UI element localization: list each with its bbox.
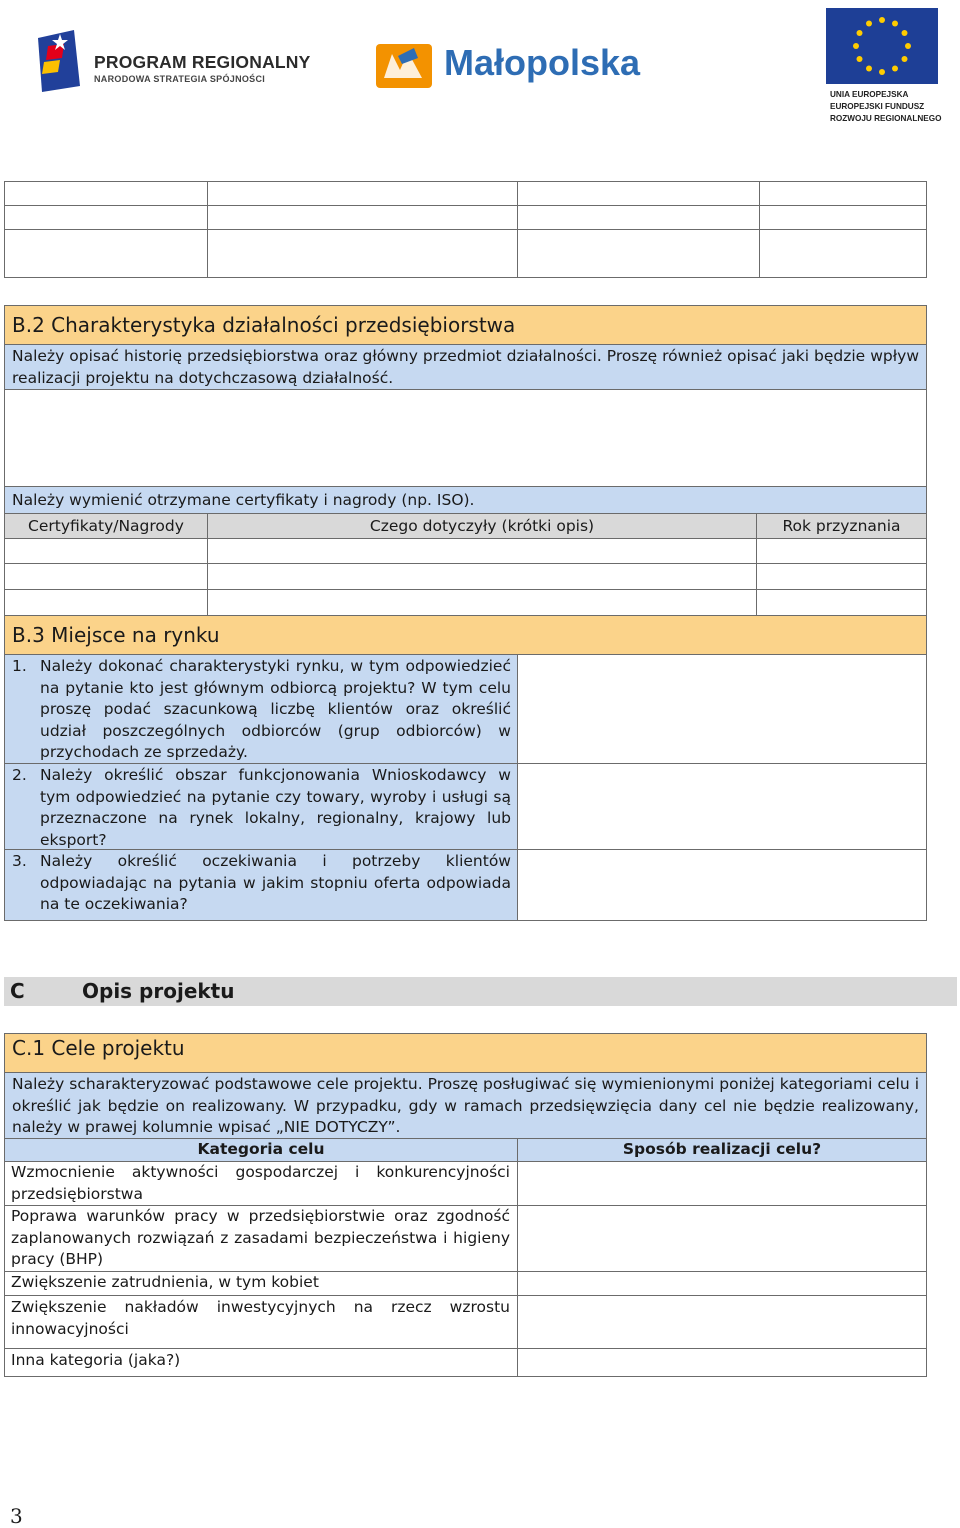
col-header-category: Kategoria celu bbox=[4, 1138, 518, 1162]
table-cell[interactable] bbox=[517, 229, 760, 278]
goal-row-2 bbox=[4, 1205, 518, 1272]
b2-certificates-instruction-box bbox=[4, 486, 927, 514]
table-cell[interactable] bbox=[4, 181, 208, 206]
malopolska-text: Małopolska bbox=[444, 42, 641, 83]
malopolska-emblem-icon bbox=[374, 38, 434, 90]
b2-title: B.2 Charakterystyka działalności przedsiębiorstwa bbox=[12, 313, 516, 337]
goal-category: Poprawa warunków pracy w przedsiębiorstwie oraz zgodność zaplanowanych rozwiązań z zasadami bezpieczeństwa i higieny pracy (BHP) bbox=[11, 1207, 510, 1268]
b3-item-3: 3. Należy określić oczekiwania i potrzeby klientów odpowiadając na pytania w jakim stopniu oferta odpowiada na te oczekiwania? bbox=[4, 849, 518, 921]
table-cell[interactable] bbox=[207, 563, 757, 590]
b2-instruction: Należy opisać historię przedsiębiorstwa oraz główny przedmiot działalności. Proszę również opisać jaki będzie wpływ realizacji projektu na dotychczasową działalność. bbox=[12, 347, 919, 387]
table-cell[interactable] bbox=[759, 229, 927, 278]
b3-answer-2[interactable] bbox=[517, 763, 927, 850]
c1-header bbox=[4, 1033, 927, 1073]
goal-method-4[interactable] bbox=[517, 1295, 927, 1349]
goal-row-1 bbox=[4, 1161, 518, 1206]
table-cell[interactable] bbox=[207, 229, 518, 278]
col-header-year: Rok przyznania bbox=[756, 513, 927, 539]
b2-answer-field[interactable] bbox=[4, 389, 927, 487]
eu-text-line2: EUROPEJSKI FUNDUSZ bbox=[830, 102, 925, 111]
b3-answer-3[interactable] bbox=[517, 849, 927, 921]
c1-instruction: Należy scharakteryzować podstawowe cele projektu. Proszę posługiwać się wymienionymi poniżej kategoriami celu i określić jak będzie on realizowany. W przypadku, gdy w ramach przedsięwzięcia dany cel nie będzie realizowany, należy w prawej kolumnie wpisać „NIE DOTYCZY”. bbox=[12, 1075, 919, 1136]
table-cell[interactable] bbox=[207, 589, 757, 616]
c-section-title: Opis projektu bbox=[82, 979, 235, 1003]
table-cell[interactable] bbox=[517, 205, 760, 230]
table-cell[interactable] bbox=[4, 229, 208, 278]
b2-instruction-box bbox=[4, 344, 927, 390]
b3-title: B.3 Miejsce na rynku bbox=[12, 623, 220, 647]
b2-certificates-instruction: Należy wymienić otrzymane certyfikaty i nagrody (np. ISO). bbox=[12, 491, 475, 509]
goal-category: Zwiększenie nakładów inwestycyjnych na rzecz wzrostu innowacyjności bbox=[11, 1298, 510, 1338]
table-cell[interactable] bbox=[756, 589, 927, 616]
goal-category: Wzmocnienie aktywności gospodarczej i konkurencyjności przedsiębiorstwa bbox=[11, 1163, 510, 1203]
eu-flag-icon bbox=[826, 8, 938, 84]
col-header-method: Sposób realizacji celu? bbox=[517, 1138, 927, 1162]
table-cell[interactable] bbox=[4, 205, 208, 230]
b3-item-1: 1. Należy dokonać charakterystyki rynku, w tym odpowiedzieć na pytanie kto jest głównym odbiorcą projektu? W tym celu proszę podać szacunkową liczbę klientów oraz określić udział poszczególnych odbiorców (grup odbiorców) w przychodach ze sprzedaży. bbox=[4, 654, 518, 764]
table-cell[interactable] bbox=[207, 538, 757, 564]
goal-row-3 bbox=[4, 1271, 518, 1296]
table-cell[interactable] bbox=[4, 563, 208, 590]
table-cell[interactable] bbox=[4, 538, 208, 564]
eu-text-line1: UNIA EUROPEJSKA bbox=[830, 90, 909, 99]
program-regionalny-subtext: NARODOWA STRATEGIA SPÓJNOŚCI bbox=[94, 74, 266, 84]
goal-row-5 bbox=[4, 1348, 518, 1377]
c-section-letter: C bbox=[10, 979, 25, 1003]
program-regionalny-text: PROGRAM REGIONALNY bbox=[94, 52, 311, 72]
table-cell[interactable] bbox=[759, 205, 927, 230]
b3-item-text: Należy dokonać charakterystyki rynku, w tym odpowiedzieć na pytanie kto jest głównym odbiorcą projektu? W tym celu proszę podać szacunkową liczbę klientów oraz określić udział poszczególnych odbiorców (grup odbiorców) w przychodach ze sprzedaży. bbox=[40, 657, 511, 761]
goal-category: Inna kategoria (jaka?) bbox=[11, 1351, 181, 1369]
goal-method-2[interactable] bbox=[517, 1205, 927, 1272]
b3-header bbox=[4, 615, 927, 655]
table-cell[interactable] bbox=[207, 181, 518, 206]
c1-title: C.1 Cele projektu bbox=[12, 1036, 185, 1060]
goal-method-3[interactable] bbox=[517, 1271, 927, 1296]
table-cell[interactable] bbox=[759, 181, 927, 206]
b2-header bbox=[4, 305, 927, 345]
table-cell[interactable] bbox=[756, 563, 927, 590]
table-cell[interactable] bbox=[4, 589, 208, 616]
b3-item-text: Należy określić obszar funkcjonowania Wnioskodawcy w tym odpowiedzieć na pytanie czy towary, wyroby i usługi są przeznaczone na rynek lokalny, regionalny, krajowy lub eksport? bbox=[40, 766, 511, 849]
program-regionalny-logo bbox=[34, 28, 324, 98]
goal-method-1[interactable] bbox=[517, 1161, 927, 1206]
malopolska-logo bbox=[374, 36, 674, 92]
goal-method-5[interactable] bbox=[517, 1348, 927, 1377]
table-cell[interactable] bbox=[207, 205, 518, 230]
eu-text-line3: ROZWOJU REGIONALNEGO bbox=[830, 114, 942, 123]
program-regionalny-emblem-icon bbox=[34, 28, 84, 94]
b3-item-text: Należy określić oczekiwania i potrzeby klientów odpowiadając na pytania w jakim stopniu oferta odpowiada na te oczekiwania? bbox=[40, 852, 511, 913]
page-number: 3 bbox=[10, 1504, 23, 1528]
goal-category: Zwiększenie zatrudnienia, w tym kobiet bbox=[11, 1273, 319, 1291]
b3-answer-1[interactable] bbox=[517, 654, 927, 764]
c1-instruction-box bbox=[4, 1072, 927, 1139]
c-section-header bbox=[4, 977, 957, 1006]
b3-item-2: 2. Należy określić obszar funkcjonowania Wnioskodawcy w tym odpowiedzieć na pytanie czy towary, wyroby i usługi są przeznaczone na rynek lokalny, regionalny, krajowy lub eksport? bbox=[4, 763, 518, 850]
table-cell[interactable] bbox=[756, 538, 927, 564]
goal-row-4 bbox=[4, 1295, 518, 1349]
eu-logo bbox=[826, 8, 940, 126]
col-header-description: Czego dotyczyły (krótki opis) bbox=[207, 513, 757, 539]
col-header-certificates: Certyfikaty/Nagrody bbox=[4, 513, 208, 539]
table-cell[interactable] bbox=[517, 181, 760, 206]
